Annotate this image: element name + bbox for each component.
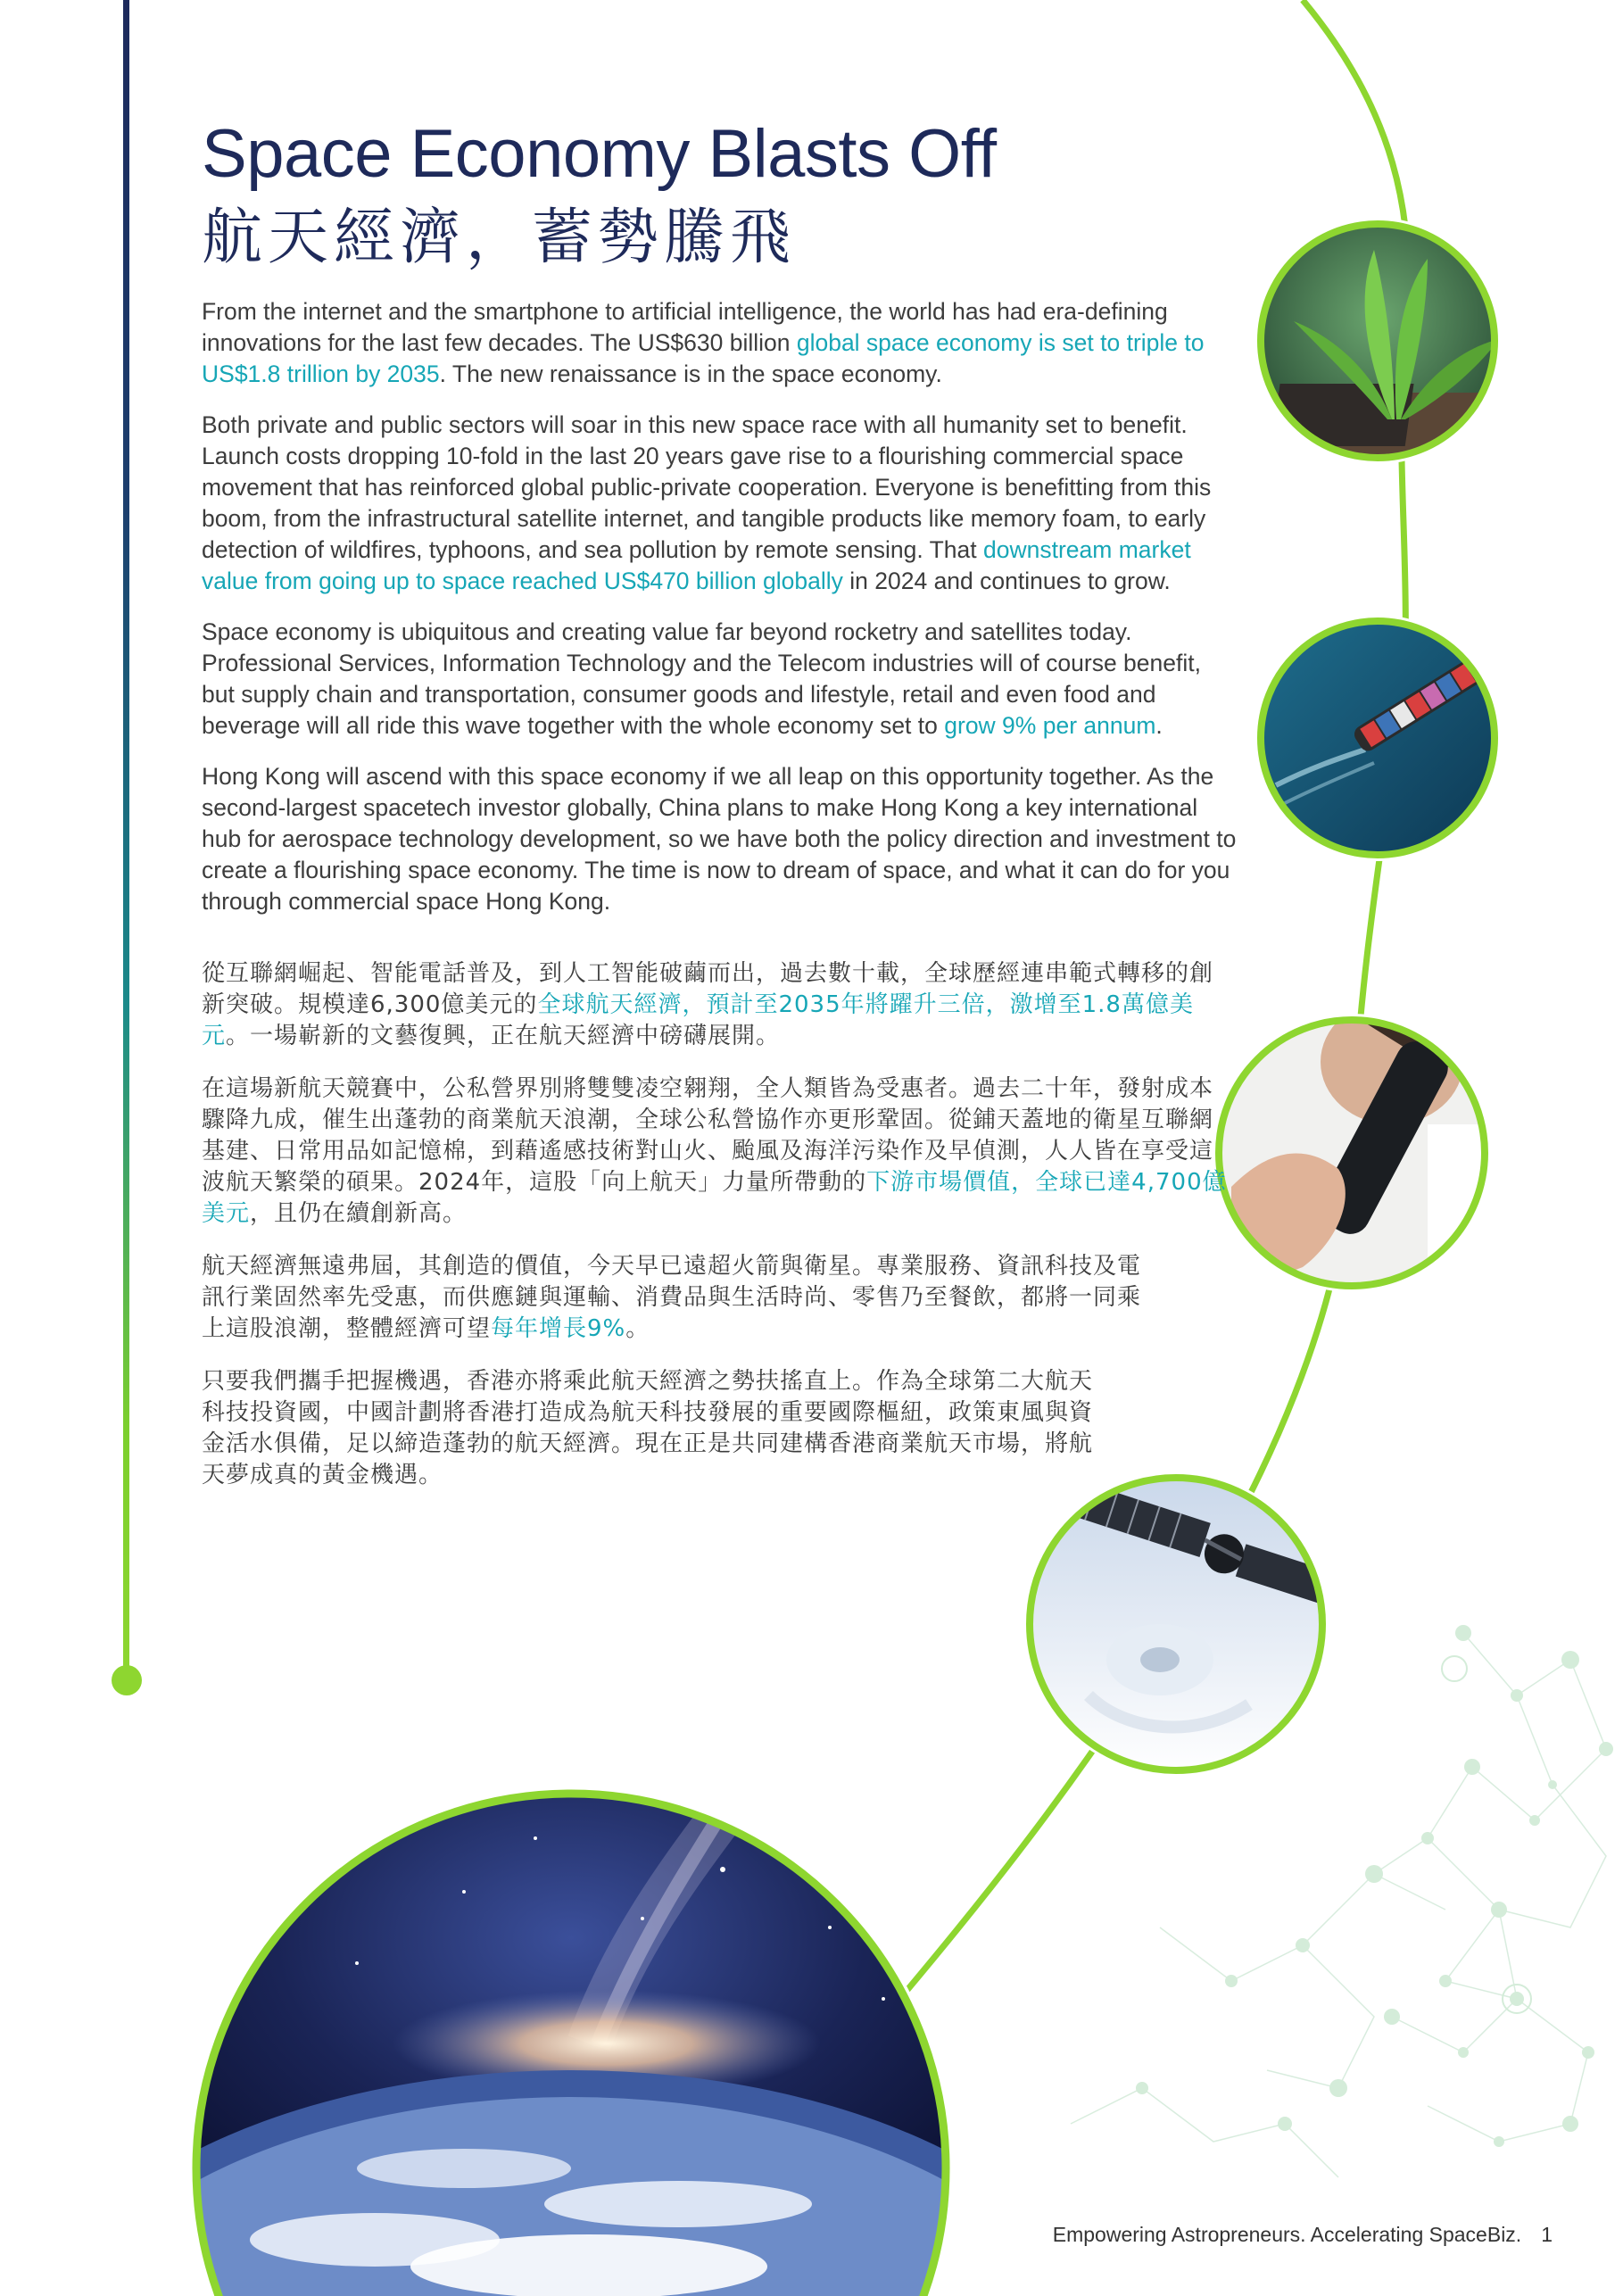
highlight-text: global space economy is set to triple to US$1.8 trillion by 2035: [202, 329, 1205, 387]
phone-call-photo: [1213, 999, 1499, 1303]
page-title-english: Space Economy Blasts Off: [202, 116, 997, 192]
paragraph-text: 只要我們攜手把握機遇，香港亦將乘此航天經濟之勢扶搖直上。作為全球第二大航天科技投資國，中國計劃將香港打造成為航天科技發展的重要國際樞紐，政策東風與資金活水俱備，足以締造蓬勃的航天經濟。現在正是共同建構香港商業航天市場，將航天夢成真的黃金機遇。: [202, 1368, 1094, 1488]
paragraph-en-1: [202, 296, 1237, 390]
highlight-text: downstream market value from going up to space reached US$470 billion globally: [202, 536, 1191, 594]
paragraph-zh-3: [202, 1251, 1147, 1345]
paragraph-text: From the internet and the smartphone to artificial intelligence, the world has had era-defining innovations for the last few decades. The US$630 billion: [202, 298, 1168, 356]
satellite-typhoon-photo: [1023, 1471, 1351, 1777]
highlight-text: 每年增長9%: [491, 1315, 626, 1342]
highlight-text: 下游市場價值，全球已達4,700億美元: [202, 1169, 1227, 1227]
paragraph-en-4: [202, 761, 1237, 917]
article-body: [202, 296, 1237, 1513]
paragraph-zh-1: [202, 958, 1237, 1052]
paragraph-text: Space economy is ubiquitous and creating value far beyond rocketry and satellites today. Professional Services, Information Technology and the Telecom industries will of course benefit, but supply chain and transportation, consumer goods and lifestyle, retail and even food and beverage will all ride this wave together with the whole economy set to: [202, 618, 1201, 739]
paragraph-text: 。: [625, 1315, 650, 1342]
paragraph-text: 。一場嶄新的文藝復興，正在航天經濟中磅礴展開。: [226, 1023, 781, 1049]
paragraph-text: 從互聯網崛起、智能電話普及，到人工智能破繭而出，過去數十載，全球歷經連串範式轉移的創新突破。規模達6,300億美元的: [202, 960, 1214, 1018]
page-number: 1: [1541, 2223, 1553, 2246]
cargo-ship-photo: [1249, 615, 1508, 874]
paragraph-text: Both private and public sectors will soar in this new space race with all humanity set to benefit. Launch costs dropping 10-fold in the last 20 years gave rise to a flourishing commercial space movement that has reinforced global public-private cooperation. Everyone is benefitting from this boom, from the infrastructural satellite internet, and tangible products like memory foam, to early detection of wildfires, typhoons, and sea pollution by remote sensing. That: [202, 411, 1212, 563]
paragraph-text: 在這場新航天競賽中，公私營界別將雙雙凌空翱翔，全人類皆為受惠者。過去二十年，發射成本驟降九成，催生出蓬勃的商業航天浪潮，全球公私營協作亦更形鞏固。從鋪天蓋地的衛星互聯網基建、日常用品如記憶棉，到藉遙感技術對山火、颱風及海洋污染作及早偵測，人人皆在享受這波航天繁榮的碩果。2024年，這股「向上航天」力量所帶動的: [202, 1075, 1214, 1196]
paragraph-text: .: [1155, 712, 1163, 739]
paragraph-en-2: [202, 410, 1237, 597]
paragraph-text: 航天經濟無遠弗屆，其創造的價值，今天早已遠超火箭與衛星。專業服務、資訊科技及電訊行業固然率先受惠，而供應鏈與運輸、消費品與生活時尚、零售乃至餐飲，都將一同乘上這股浪潮，整體經濟可望: [202, 1253, 1142, 1342]
highlight-text: grow 9% per annum: [944, 712, 1156, 739]
paragraph-zh-4: [202, 1366, 1094, 1491]
footer: [1035, 2223, 1553, 2247]
highlight-text: 全球航天經濟，預計至2035年將躍升三倍，激增至1.8萬億美元: [202, 991, 1194, 1049]
plant-seedling-photo: [1249, 214, 1508, 482]
paragraph-zh-2: [202, 1073, 1237, 1230]
footer-tagline: Empowering Astropreneurs. Accelerating SpaceBiz.: [1052, 2223, 1522, 2246]
earth-galaxy-photo: [18, 1785, 1124, 2296]
paragraph-en-3: [202, 617, 1237, 742]
page-title-chinese: 航天經濟，蓄勢騰飛: [202, 203, 797, 273]
paragraph-text: ，且仍在續創新高。: [250, 1200, 468, 1227]
paragraph-text: Hong Kong will ascend with this space economy if we all leap on this opportunity together. As the second-largest spacetech investor globally, China plans to make Hong Kong a key international hub for aerospace technology development, so we have both the policy direction and investment to create a flourishing space economy. The time is now to dream of space, and what it can do for you through commercial space Hong Kong.: [202, 763, 1237, 915]
paragraph-text: in 2024 and continues to grow.: [842, 568, 1171, 594]
paragraph-text: . The new renaissance is in the space economy.: [439, 361, 942, 387]
